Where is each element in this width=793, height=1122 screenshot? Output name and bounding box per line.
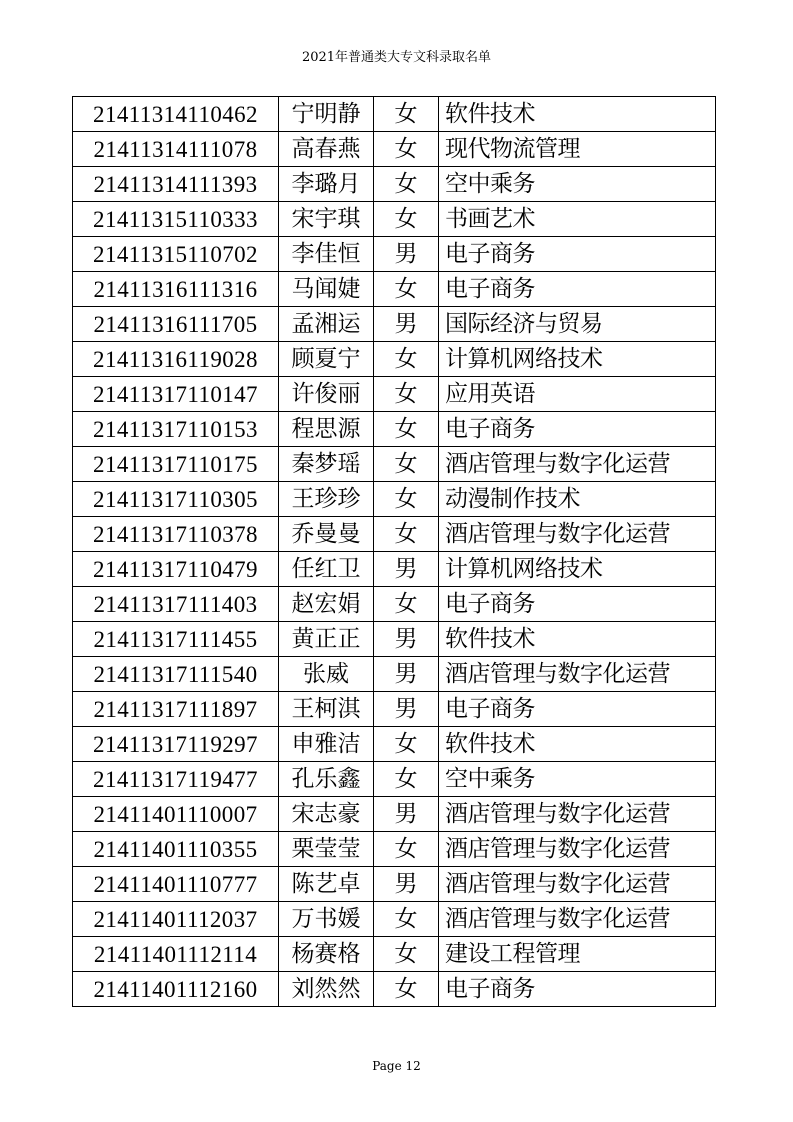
student-id-cell: 21411315110333 xyxy=(73,202,279,237)
student-name-cell: 刘然然 xyxy=(279,972,374,1007)
gender-cell: 女 xyxy=(374,832,439,867)
student-id-cell: 21411401112114 xyxy=(73,937,279,972)
table-row xyxy=(73,867,716,902)
table-row xyxy=(73,972,716,1007)
student-name-cell: 李佳恒 xyxy=(279,237,374,272)
student-name-cell: 程思源 xyxy=(279,412,374,447)
major-cell: 酒店管理与数字化运营 xyxy=(439,797,716,832)
major-cell: 国际经济与贸易 xyxy=(439,307,716,342)
student-name-cell: 张威 xyxy=(279,657,374,692)
student-id-cell: 21411317111403 xyxy=(73,587,279,622)
table-row xyxy=(73,237,716,272)
table-row xyxy=(73,307,716,342)
table-row xyxy=(73,167,716,202)
table-row xyxy=(73,482,716,517)
student-name-cell: 任红卫 xyxy=(279,552,374,587)
table-row xyxy=(73,692,716,727)
student-id-cell: 21411316111316 xyxy=(73,272,279,307)
gender-cell: 男 xyxy=(374,797,439,832)
admission-table xyxy=(72,96,716,1007)
major-cell: 酒店管理与数字化运营 xyxy=(439,447,716,482)
student-id-cell: 21411317111540 xyxy=(73,657,279,692)
student-name-cell: 孟湘运 xyxy=(279,307,374,342)
table-row xyxy=(73,132,716,167)
table-row xyxy=(73,412,716,447)
table-row xyxy=(73,727,716,762)
gender-cell: 女 xyxy=(374,342,439,377)
table-row xyxy=(73,622,716,657)
student-id-cell: 21411317110479 xyxy=(73,552,279,587)
table-row xyxy=(73,272,716,307)
major-cell: 动漫制作技术 xyxy=(439,482,716,517)
table-row xyxy=(73,587,716,622)
major-cell: 计算机网络技术 xyxy=(439,552,716,587)
admission-table-body xyxy=(73,97,716,1007)
student-name-cell: 马闻婕 xyxy=(279,272,374,307)
major-cell: 酒店管理与数字化运营 xyxy=(439,902,716,937)
student-name-cell: 顾夏宁 xyxy=(279,342,374,377)
gender-cell: 女 xyxy=(374,412,439,447)
gender-cell: 女 xyxy=(374,972,439,1007)
student-name-cell: 黄正正 xyxy=(279,622,374,657)
student-name-cell: 赵宏娟 xyxy=(279,587,374,622)
student-id-cell: 21411401110777 xyxy=(73,867,279,902)
gender-cell: 女 xyxy=(374,517,439,552)
major-cell: 酒店管理与数字化运营 xyxy=(439,832,716,867)
gender-cell: 女 xyxy=(374,132,439,167)
major-cell: 电子商务 xyxy=(439,237,716,272)
student-name-cell: 秦梦瑶 xyxy=(279,447,374,482)
gender-cell: 女 xyxy=(374,167,439,202)
major-cell: 酒店管理与数字化运营 xyxy=(439,867,716,902)
student-name-cell: 乔曼曼 xyxy=(279,517,374,552)
major-cell: 电子商务 xyxy=(439,272,716,307)
gender-cell: 女 xyxy=(374,202,439,237)
student-id-cell: 21411317111455 xyxy=(73,622,279,657)
gender-cell: 女 xyxy=(374,902,439,937)
table-row xyxy=(73,377,716,412)
student-id-cell: 21411314111393 xyxy=(73,167,279,202)
student-name-cell: 申雅洁 xyxy=(279,727,374,762)
page-title: 2021年普通类大专文科录取名单 xyxy=(301,50,492,65)
gender-cell: 男 xyxy=(374,657,439,692)
major-cell: 电子商务 xyxy=(439,692,716,727)
table-row xyxy=(73,832,716,867)
major-cell: 软件技术 xyxy=(439,727,716,762)
gender-cell: 女 xyxy=(374,762,439,797)
table-row xyxy=(73,762,716,797)
student-name-cell: 杨赛格 xyxy=(279,937,374,972)
student-name-cell: 王珍珍 xyxy=(279,482,374,517)
gender-cell: 女 xyxy=(374,482,439,517)
student-name-cell: 许俊丽 xyxy=(279,377,374,412)
gender-cell: 男 xyxy=(374,622,439,657)
student-name-cell: 高春燕 xyxy=(279,132,374,167)
student-name-cell: 万书媛 xyxy=(279,902,374,937)
major-cell: 电子商务 xyxy=(439,972,716,1007)
gender-cell: 男 xyxy=(374,692,439,727)
student-name-cell: 宋志豪 xyxy=(279,797,374,832)
student-name-cell: 王柯淇 xyxy=(279,692,374,727)
student-id-cell: 21411401110355 xyxy=(73,832,279,867)
gender-cell: 男 xyxy=(374,307,439,342)
gender-cell: 女 xyxy=(374,377,439,412)
table-row xyxy=(73,202,716,237)
gender-cell: 男 xyxy=(374,867,439,902)
student-id-cell: 21411314111078 xyxy=(73,132,279,167)
student-name-cell: 陈艺卓 xyxy=(279,867,374,902)
major-cell: 电子商务 xyxy=(439,587,716,622)
major-cell: 酒店管理与数字化运营 xyxy=(439,657,716,692)
major-cell: 建设工程管理 xyxy=(439,937,716,972)
student-id-cell: 21411401110007 xyxy=(73,797,279,832)
student-name-cell: 李璐月 xyxy=(279,167,374,202)
gender-cell: 女 xyxy=(374,727,439,762)
major-cell: 计算机网络技术 xyxy=(439,342,716,377)
major-cell: 空中乘务 xyxy=(439,762,716,797)
student-id-cell: 21411316111705 xyxy=(73,307,279,342)
student-id-cell: 21411401112037 xyxy=(73,902,279,937)
gender-cell: 男 xyxy=(374,237,439,272)
student-id-cell: 21411317110378 xyxy=(73,517,279,552)
student-name-cell: 宁明静 xyxy=(279,97,374,132)
gender-cell: 女 xyxy=(374,937,439,972)
table-row xyxy=(73,517,716,552)
gender-cell: 女 xyxy=(374,97,439,132)
student-id-cell: 21411317110147 xyxy=(73,377,279,412)
major-cell: 现代物流管理 xyxy=(439,132,716,167)
major-cell: 软件技术 xyxy=(439,97,716,132)
table-row xyxy=(73,657,716,692)
major-cell: 空中乘务 xyxy=(439,167,716,202)
student-id-cell: 21411401112160 xyxy=(73,972,279,1007)
major-cell: 酒店管理与数字化运营 xyxy=(439,517,716,552)
major-cell: 应用英语 xyxy=(439,377,716,412)
table-row xyxy=(73,97,716,132)
gender-cell: 女 xyxy=(374,447,439,482)
student-id-cell: 21411316119028 xyxy=(73,342,279,377)
table-row xyxy=(73,797,716,832)
table-row xyxy=(73,447,716,482)
gender-cell: 男 xyxy=(374,552,439,587)
student-id-cell: 21411317119477 xyxy=(73,762,279,797)
student-id-cell: 21411317110153 xyxy=(73,412,279,447)
table-row xyxy=(73,937,716,972)
table-row xyxy=(73,342,716,377)
student-id-cell: 21411317111897 xyxy=(73,692,279,727)
gender-cell: 女 xyxy=(374,272,439,307)
gender-cell: 女 xyxy=(374,587,439,622)
major-cell: 电子商务 xyxy=(439,412,716,447)
major-cell: 软件技术 xyxy=(439,622,716,657)
student-name-cell: 栗莹莹 xyxy=(279,832,374,867)
page-number: Page 12 xyxy=(372,1059,421,1073)
student-id-cell: 21411317119297 xyxy=(73,727,279,762)
student-id-cell: 21411314110462 xyxy=(73,97,279,132)
table-row xyxy=(73,552,716,587)
student-id-cell: 21411317110305 xyxy=(73,482,279,517)
student-name-cell: 宋宇琪 xyxy=(279,202,374,237)
student-id-cell: 21411315110702 xyxy=(73,237,279,272)
table-row xyxy=(73,902,716,937)
student-name-cell: 孔乐鑫 xyxy=(279,762,374,797)
student-id-cell: 21411317110175 xyxy=(73,447,279,482)
major-cell: 书画艺术 xyxy=(439,202,716,237)
